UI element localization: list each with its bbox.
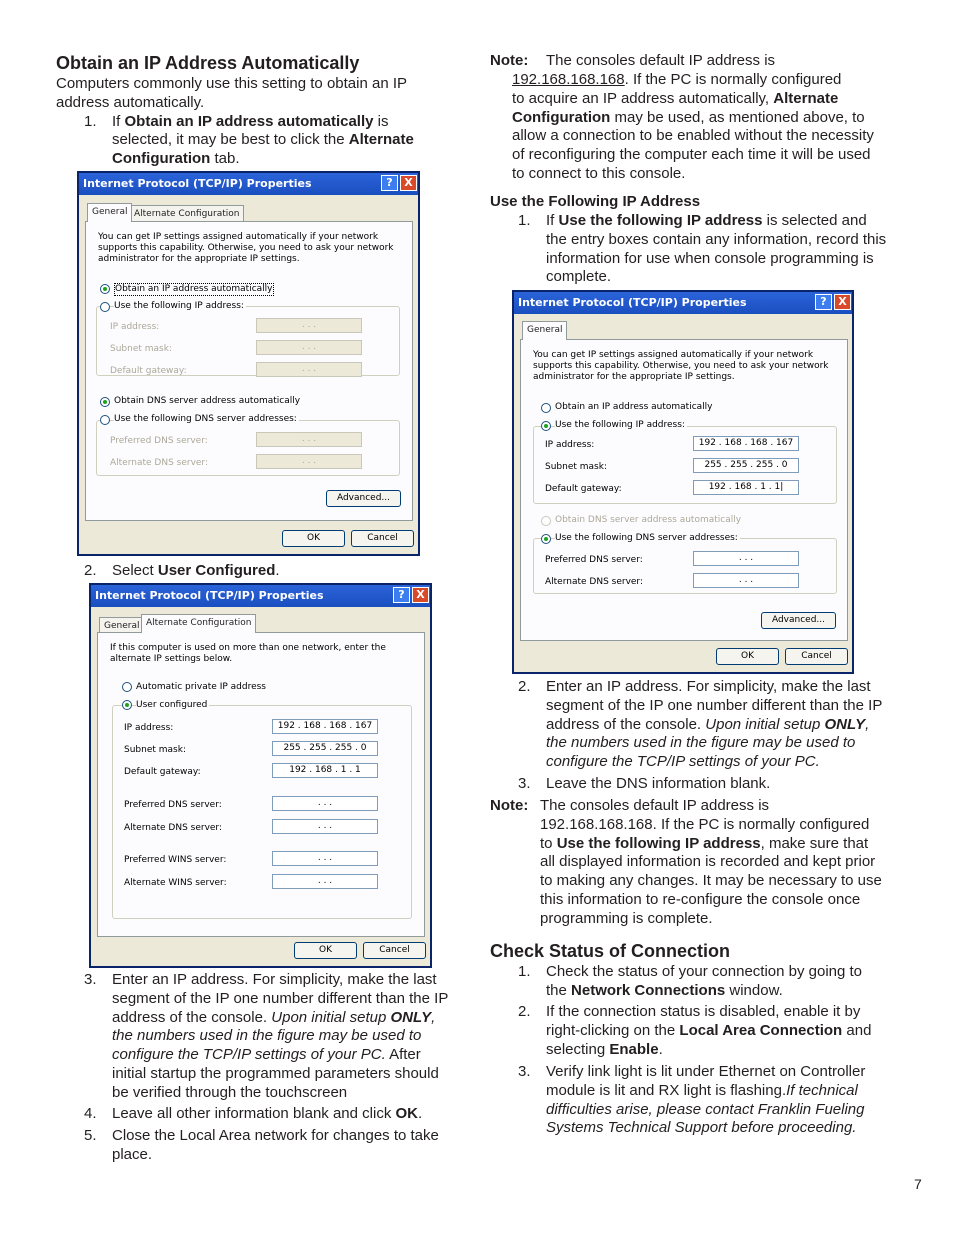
- radio-label: Automatic private IP address: [136, 682, 266, 692]
- text: .: [275, 562, 280, 579]
- description-text: If this computer is used on more than one network, enter the alternate IP settings below.: [110, 643, 386, 664]
- left-column: [56, 53, 476, 170]
- description-text: You can get IP settings assigned automatically if your network supports this capability. Otherwise, you need to ask your network administrator for the appropriate IP settings.: [98, 232, 394, 264]
- preferred-dns-field[interactable]: . . .: [272, 796, 378, 811]
- subnet-mask-label: Subnet mask:: [124, 745, 186, 755]
- text: to: [540, 834, 557, 852]
- section-heading-obtain-ip: Obtain an IP Address Automatically: [56, 53, 360, 73]
- tab-general[interactable]: General: [87, 203, 132, 222]
- preferred-dns-field[interactable]: . . .: [693, 551, 799, 566]
- radio-dns-auto[interactable]: [100, 397, 110, 407]
- tab-general[interactable]: General: [522, 321, 567, 340]
- page-number: 7: [914, 1176, 922, 1192]
- text: If: [546, 212, 559, 229]
- text: information for use when console programming is: [546, 249, 874, 267]
- text: all displayed information is recorded and kept prior: [540, 853, 876, 871]
- cancel-button[interactable]: Cancel: [351, 530, 414, 547]
- list-number: 2.: [518, 678, 531, 695]
- list-number: 1.: [518, 963, 531, 980]
- list-number: 1.: [84, 112, 97, 130]
- text: .: [418, 1105, 423, 1122]
- bold-text: Alternate: [348, 131, 414, 149]
- note1-block: [490, 52, 900, 187]
- bold-text: Enable: [609, 1040, 659, 1058]
- list-number: 2.: [518, 1003, 531, 1020]
- text: may be used, as mentioned above, to: [610, 108, 865, 126]
- note-line: The consoles default IP address is: [546, 52, 776, 69]
- ok-button[interactable]: OK: [282, 530, 345, 547]
- preferred-dns-field[interactable]: . . .: [256, 432, 362, 447]
- text: Enter an IP address. For simplicity, make the last: [546, 678, 871, 695]
- text: right-clicking on the: [546, 1021, 680, 1039]
- note2-block: [490, 797, 910, 932]
- list-item-use-ip-step1: [518, 212, 908, 288]
- radio-dns-auto[interactable]: [541, 516, 551, 526]
- italic-text: Systems Technical Support before proceeding.: [546, 1119, 857, 1137]
- bold-text: Use the following IP address: [556, 834, 761, 852]
- radio-obtain-ip-auto[interactable]: [100, 284, 110, 294]
- close-icon[interactable]: X: [834, 294, 851, 310]
- radio-use-ip[interactable]: [100, 302, 110, 312]
- ip-address-label: IP address:: [124, 723, 174, 733]
- preferred-dns-label: Preferred DNS server:: [545, 555, 643, 565]
- check-status-steps: [518, 963, 908, 1141]
- bold-text: Local Area Connection: [679, 1021, 843, 1039]
- bold-text: Alternate: [773, 89, 839, 107]
- bold-text: Configuration: [512, 108, 611, 126]
- help-icon[interactable]: ?: [381, 175, 398, 191]
- help-icon[interactable]: ?: [815, 294, 832, 310]
- alternate-dns-field[interactable]: . . .: [272, 819, 378, 834]
- dialog-title: Internet Protocol (TCP/IP) Properties: [91, 585, 430, 607]
- list-item-step3: [84, 971, 474, 1105]
- tab-panel: [520, 339, 848, 641]
- list-item-step1: [84, 113, 476, 170]
- list-item-use-ip-step3: [518, 775, 908, 797]
- list-number: 3.: [84, 971, 97, 988]
- dialog-title: Internet Protocol (TCP/IP) Properties: [79, 173, 418, 195]
- radio-label: Obtain DNS server address automatically: [555, 515, 742, 525]
- bold-text: Use the following IP address: [558, 212, 763, 229]
- tab-panel: [97, 632, 425, 937]
- list-item-step4: [84, 1105, 474, 1127]
- ip-address-label: IP address:: [545, 440, 595, 450]
- italic-text: ,: [865, 715, 870, 733]
- default-ip-link: 192.168.168.168: [512, 71, 625, 88]
- text: the entry boxes contain any information, record this: [546, 230, 887, 248]
- bold-text: Configuration: [112, 150, 211, 168]
- text: module is lit and RX light is flashing.: [546, 1081, 787, 1099]
- subnet-mask-field[interactable]: 255 . 255 . 255 . 0: [272, 741, 378, 756]
- list-item-check3: [518, 1063, 908, 1141]
- gateway-label: Default gateway:: [124, 767, 201, 777]
- gateway-field[interactable]: . . .: [256, 362, 362, 377]
- radio-label: Use the following IP address:: [114, 301, 244, 311]
- gateway-label: Default gateway:: [110, 366, 187, 376]
- tab-alternate-configuration[interactable]: Alternate Configuration: [141, 614, 256, 633]
- advanced-button[interactable]: Advanced...: [761, 612, 836, 629]
- list-item-step5: [84, 1127, 474, 1167]
- text: place.: [112, 1145, 153, 1163]
- alternate-wins-label: Alternate WINS server:: [124, 878, 227, 888]
- radio-dns-use[interactable]: [100, 415, 110, 425]
- section-heading-check-status: Check Status of Connection: [490, 941, 731, 961]
- text: segment of the IP one number different than the IP: [546, 696, 883, 714]
- bold-text: Network Connections: [571, 981, 726, 999]
- text: Enter an IP address. For simplicity, make the last: [112, 971, 437, 988]
- subnet-mask-field[interactable]: 255 . 255 . 255 . 0: [693, 458, 799, 473]
- text: allow a connection to be enabled without the necessity: [512, 127, 874, 145]
- text: be verified through the touchscreen: [112, 1083, 348, 1101]
- text: to acquire an IP address automatically,: [512, 89, 774, 107]
- radio-label: Use the following IP address:: [555, 420, 685, 430]
- text: this information to re-configure the console once: [540, 890, 861, 908]
- alternate-dns-label: Alternate DNS server:: [545, 577, 644, 587]
- text: If: [112, 112, 125, 130]
- text: Leave all other information blank and click: [112, 1105, 396, 1122]
- close-icon[interactable]: X: [412, 587, 429, 603]
- list-number: 2.: [84, 562, 97, 579]
- list-number: 5.: [84, 1127, 97, 1144]
- text: After: [385, 1046, 421, 1064]
- italic-text: the numbers used in the figure may be used to: [112, 1027, 422, 1045]
- list-item-use-ip-step2: [518, 678, 908, 775]
- text: 192.168.168.168. If the PC is normally configured: [540, 815, 870, 833]
- preferred-wins-field[interactable]: . . .: [272, 851, 378, 866]
- radio-user-configured[interactable]: [122, 700, 132, 710]
- text: segment of the IP one number different than the IP: [112, 989, 449, 1007]
- text: programming is complete.: [540, 909, 713, 927]
- radio-label: Obtain an IP address automatically: [555, 402, 713, 412]
- alternate-dns-field[interactable]: . . .: [256, 454, 362, 469]
- text: to making any changes. It may be necessary to use: [540, 872, 882, 890]
- radio-label: Obtain DNS server address automatically: [114, 396, 301, 406]
- note-label: Note:: [490, 797, 529, 814]
- text: address of the console.: [112, 1008, 272, 1026]
- italic-text: Upon initial setup: [271, 1008, 391, 1026]
- subnet-mask-field[interactable]: . . .: [256, 340, 362, 355]
- ip-address-field[interactable]: 192 . 168 . 168 . 167: [693, 436, 799, 451]
- italic-text: ,: [431, 1008, 436, 1026]
- radio-label: User configured: [136, 700, 208, 710]
- text: The consoles default IP address is: [540, 797, 770, 814]
- left-steps-lower: [84, 971, 474, 1167]
- tab-general[interactable]: General: [99, 617, 144, 634]
- note-label: Note:: [490, 52, 529, 69]
- text: , make sure that: [760, 834, 869, 852]
- text: Select: [112, 562, 158, 579]
- radio-label: Use the following DNS server addresses:: [555, 533, 738, 543]
- italic-text: If technical: [786, 1081, 858, 1099]
- intro-line: address automatically.: [56, 93, 205, 111]
- text: initial startup the programmed parameters should: [112, 1064, 439, 1082]
- ip-address-label: IP address:: [110, 322, 160, 332]
- radio-label: Obtain an IP address automatically: [115, 284, 273, 294]
- gateway-field[interactable]: 192 . 168 . 1 . 1|: [693, 480, 799, 495]
- list-number: 4.: [84, 1105, 97, 1122]
- ip-address-field[interactable]: 192 . 168 . 168 . 167: [272, 719, 378, 734]
- close-icon[interactable]: X: [400, 175, 417, 191]
- preferred-wins-label: Preferred WINS server:: [124, 855, 227, 865]
- subnet-mask-label: Subnet mask:: [110, 344, 172, 354]
- cancel-button[interactable]: Cancel: [785, 648, 848, 665]
- advanced-button[interactable]: Advanced...: [326, 490, 401, 507]
- italic-text: the numbers used in the figure may be used to: [546, 734, 856, 752]
- list-item-check2: [518, 1003, 908, 1063]
- gateway-label: Default gateway:: [545, 484, 622, 494]
- tab-alternate-configuration[interactable]: Alternate Configuration: [129, 205, 244, 222]
- text: to connect to this console.: [512, 164, 686, 182]
- alternate-dns-label: Alternate DNS server:: [110, 458, 209, 468]
- bold-text: Obtain an IP address automatically: [124, 112, 374, 130]
- radio-dns-use[interactable]: [541, 534, 551, 544]
- radio-automatic-private-ip[interactable]: [122, 682, 132, 692]
- radio-label: Use the following DNS server addresses:: [114, 414, 297, 424]
- text: is selected and: [762, 212, 867, 229]
- text: and: [842, 1021, 872, 1039]
- subnet-mask-label: Subnet mask:: [545, 462, 607, 472]
- text: . If the PC is normally configured: [624, 71, 842, 88]
- preferred-dns-label: Preferred DNS server:: [124, 800, 222, 810]
- list-item-step2: [84, 562, 464, 581]
- help-icon[interactable]: ?: [393, 587, 410, 603]
- bold-italic-text: ONLY: [824, 715, 866, 733]
- text: is: [373, 112, 389, 130]
- tab-panel: [85, 221, 413, 521]
- text: Verify link light is lit under Ethernet on Controller: [546, 1063, 866, 1080]
- text: complete.: [546, 268, 612, 286]
- text: window.: [725, 981, 783, 999]
- text: of reconfiguring the computer each time it will be used: [512, 146, 871, 164]
- alternate-wins-field[interactable]: . . .: [272, 874, 378, 889]
- alternate-dns-field[interactable]: . . .: [693, 573, 799, 588]
- tcpip-dialog-alternate-config: [89, 583, 432, 968]
- bold-text: OK: [395, 1105, 418, 1122]
- tcpip-dialog-general-static: [512, 290, 854, 674]
- radio-obtain-ip-auto[interactable]: [541, 403, 551, 413]
- alternate-dns-label: Alternate DNS server:: [124, 823, 223, 833]
- description-text: You can get IP settings assigned automatically if your network supports this capability. Otherwise, you need to ask your network administrator for the appropriate IP settings.: [533, 350, 829, 382]
- text: address of the console.: [546, 715, 706, 733]
- text: .: [658, 1040, 663, 1058]
- text: tab.: [210, 150, 240, 168]
- ok-button[interactable]: OK: [716, 648, 779, 665]
- list-number: 1.: [518, 212, 531, 229]
- right-steps: [518, 678, 908, 797]
- text: selecting: [546, 1040, 610, 1058]
- italic-text: Upon initial setup: [705, 715, 825, 733]
- ip-address-field[interactable]: . . .: [256, 318, 362, 333]
- text: Leave the DNS information blank.: [546, 775, 771, 792]
- list-number: 3.: [518, 1063, 531, 1080]
- text: If the connection status is disabled, enable it by: [546, 1003, 861, 1020]
- intro-line: Computers commonly use this setting to obtain an IP: [56, 75, 408, 92]
- italic-text: configure the TCP/IP settings of your PC.: [546, 753, 820, 771]
- dialog-title: Internet Protocol (TCP/IP) Properties: [514, 292, 852, 314]
- preferred-dns-label: Preferred DNS server:: [110, 436, 208, 446]
- italic-text: configure the TCP/IP settings of your PC.: [112, 1046, 386, 1064]
- ok-button[interactable]: OK: [294, 942, 357, 959]
- bold-italic-text: ONLY: [390, 1008, 432, 1026]
- text: the: [546, 981, 572, 999]
- list-number: 3.: [518, 775, 531, 792]
- text: Close the Local Area network for changes to take: [112, 1127, 439, 1144]
- italic-text: difficulties arise, please contact Franklin Fueling: [546, 1100, 865, 1118]
- radio-use-ip[interactable]: [541, 421, 551, 431]
- bold-text: User Configured: [157, 562, 276, 579]
- text: Check the status of your connection by going to: [546, 963, 863, 980]
- cancel-button[interactable]: Cancel: [363, 942, 426, 959]
- text: selected, it may be best to click the: [112, 131, 349, 149]
- gateway-field[interactable]: 192 . 168 . 1 . 1: [272, 763, 378, 778]
- list-item-check1: [518, 963, 908, 1003]
- tcpip-dialog-general-auto: [77, 171, 420, 556]
- subheading-use-following-ip: Use the Following IP Address: [490, 193, 701, 210]
